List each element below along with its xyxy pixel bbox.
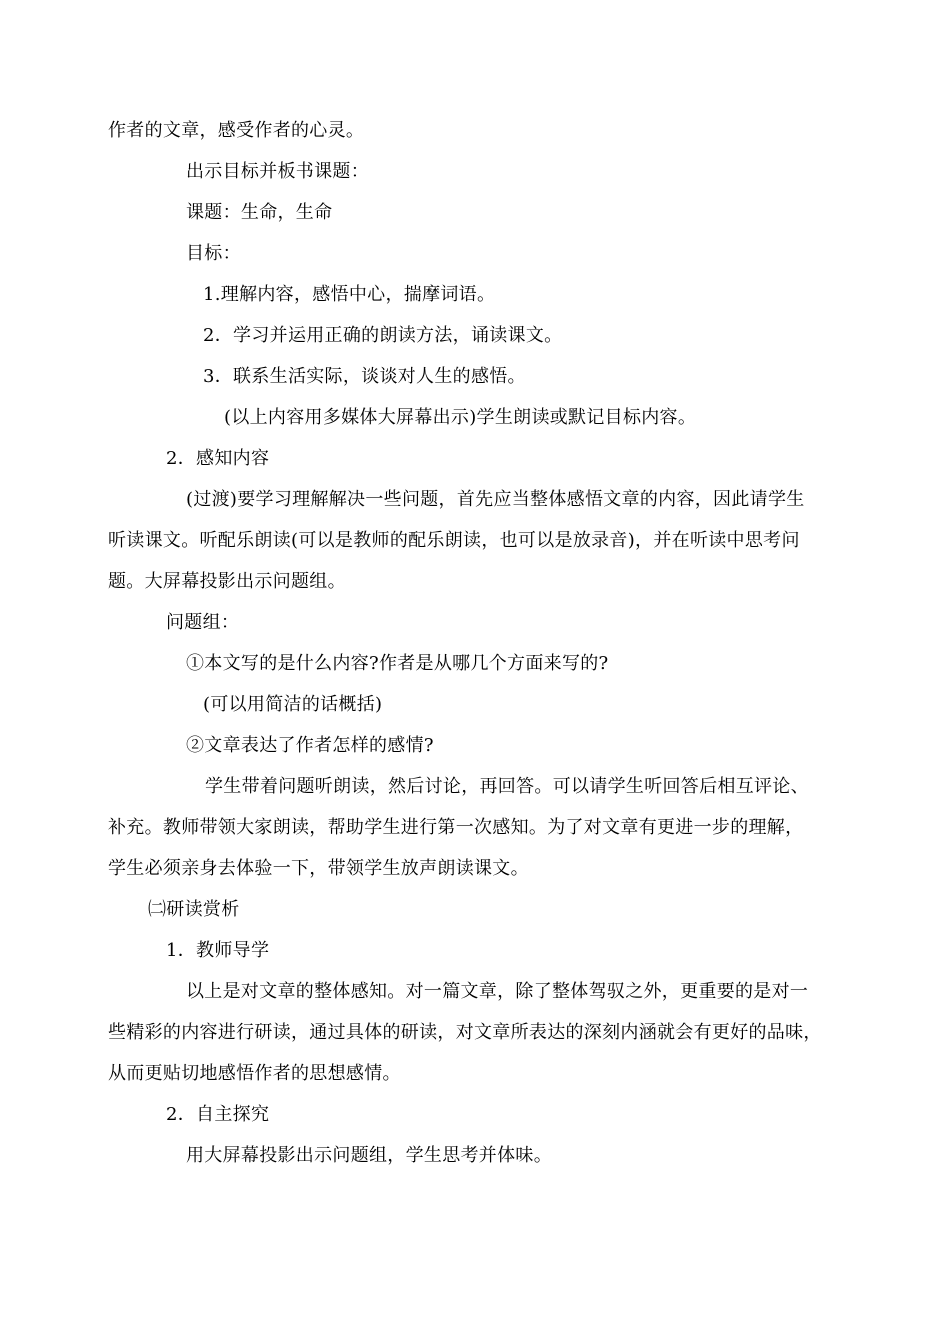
- question-item-1: ①本文写的是什么内容?作者是从哪几个方面来写的?: [186, 653, 609, 674]
- text-line-8: (以上内容用多媒体大屏幕出示)学生朗读或默记目标内容。: [224, 407, 697, 428]
- list-item-goal-2: 2．学习并运用正确的朗读方法，诵读课文。: [203, 325, 563, 346]
- text-line-1: 作者的文章，感受作者的心灵。: [108, 120, 365, 141]
- paragraph-line: 些精彩的内容进行研读，通过具体的研读，对文章所表达的深刻内涵就会有更好的品味，: [108, 1022, 822, 1043]
- subsection-heading-explore: 2．自主探究: [166, 1104, 270, 1125]
- text-line-3: 课题：生命，生命: [186, 202, 333, 223]
- paragraph-line: 用大屏幕投影出示问题组，学生思考并体味。: [186, 1145, 552, 1166]
- question-item-2: ②文章表达了作者怎样的感情?: [186, 735, 434, 756]
- question-note: (可以用简洁的话概括): [203, 694, 383, 715]
- paragraph-line: 听读课文。听配乐朗读(可以是教师的配乐朗读，也可以是放录音)，并在听读中思考问: [108, 530, 800, 551]
- paragraph-line: 题。大屏幕投影出示问题组。: [108, 571, 346, 592]
- paragraph-line: 学生带着问题听朗读，然后讨论，再回答。可以请学生听回答后相互评论、: [205, 776, 809, 797]
- paragraph-line: 补充。教师带领大家朗读，帮助学生进行第一次感知。为了对文章有更进一步的理解，: [108, 817, 804, 838]
- section-heading-perceive: 2．感知内容: [166, 448, 270, 469]
- paragraph-line: 学生必须亲身去体验一下，带领学生放声朗读课文。: [108, 858, 529, 879]
- subsection-heading-guide: 1．教师导学: [166, 940, 270, 961]
- paragraph-line: 从而更贴切地感悟作者的思想感情。: [108, 1063, 401, 1084]
- paragraph-line: (过渡)要学习理解解决一些问题，首先应当整体感悟文章的内容，因此请学生: [186, 489, 805, 510]
- paragraph-line: 以上是对文章的整体感知。对一篇文章，除了整体驾驭之外，更重要的是对一: [186, 981, 809, 1002]
- text-line-4: 目标：: [186, 243, 241, 264]
- text-line-2: 出示目标并板书课题：: [186, 161, 369, 182]
- list-item-goal-1: 1.理解内容，感悟中心，揣摩词语。: [203, 284, 496, 305]
- section-heading-study: ㈡研读赏析: [148, 899, 240, 920]
- question-group-label: 问题组：: [166, 612, 240, 633]
- list-item-goal-3: 3．联系生活实际，谈谈对人生的感悟。: [203, 366, 526, 387]
